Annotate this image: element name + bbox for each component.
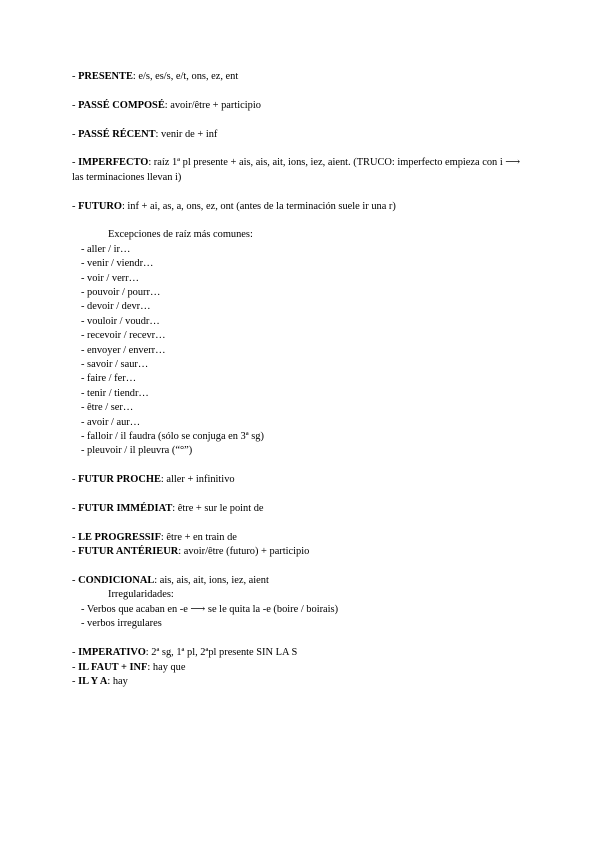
section-label: IL Y A [78, 675, 108, 687]
section-label: IL FAUT + INF [78, 661, 148, 673]
section-futur-proche: - FUTUR PROCHE: aller + infinitivo [72, 474, 235, 486]
section-imperativo: - IMPERATIVO: 2ª sg, 1ª pl, 2ªpl presente SIN LA S [72, 647, 298, 659]
list-item: - verbos irregulares [81, 618, 162, 630]
excepciones-list [72, 243, 532, 459]
list-item: - pouvoir / pourr… [81, 287, 161, 299]
section-futuro: - FUTURO: inf + ai, as, a, ons, ez, ont (antes de la terminación suele ir una r) [72, 200, 396, 212]
list-item: - falloir / il faudra (sólo se conjuga en 3ª sg) [81, 431, 264, 443]
section-il-y-a: - IL Y A: hay [72, 675, 128, 687]
section-label: CONDICIONAL [78, 575, 155, 587]
list-item: - être / ser… [81, 402, 134, 414]
section-label: FUTUR IMMÉDIAT [78, 503, 173, 515]
section-futur-anterieur: - FUTUR ANTÉRIEUR: avoir/être (futuro) + participio [72, 546, 310, 558]
section-label: LE PROGRESSIF [78, 531, 161, 543]
section-passe-recent: - PASSÉ RÉCENT: venir de + inf [72, 128, 218, 140]
section-futur-immediat: - FUTUR IMMÉDIAT: être + sur le point de [72, 503, 264, 515]
section-label: PASSÉ COMPOSÉ [78, 99, 165, 111]
list-item: - tenir / tiendr… [81, 387, 149, 399]
section-passe-compose: - PASSÉ COMPOSÉ: avoir/être + participio [72, 99, 261, 111]
section-imperfecto: - IMPERFECTO: raíz 1ª pl presente + ais, ais, ait, ions, iez, aient. (TRUCO: imperfecto empieza con i ⟶ las terminaciones llevan i) [72, 157, 521, 183]
section-condicional: - CONDICIONAL: ais, ais, ait, ions, iez, aient [72, 575, 269, 587]
excepciones-heading: Excepciones de raíz más comunes: [108, 229, 253, 241]
list-item: - recevoir / recevr… [81, 330, 166, 342]
section-le-progressif: - LE PROGRESSIF: être + en train de [72, 531, 237, 543]
list-item: - pleuvoir / il pleuvra (“°”) [81, 445, 193, 457]
list-item: - savoir / saur… [81, 359, 149, 371]
section-label: FUTUR PROCHE [78, 474, 161, 486]
section-presente: - PRESENTE: e/s, es/s, e/t, ons, ez, ent [72, 71, 239, 82]
list-item: - envoyer / enverr… [81, 344, 166, 356]
list-item: - vouloir / voudr… [81, 315, 160, 327]
section-label: FUTUR ANTÉRIEUR [78, 546, 179, 558]
section-il-faut: - IL FAUT + INF: hay que [72, 661, 186, 673]
list-item: - devoir / devr… [81, 301, 151, 313]
section-label: PRESENTE [78, 71, 133, 82]
section-label: PASSÉ RÉCENT [78, 128, 156, 140]
section-label: IMPERATIVO [78, 647, 146, 659]
list-item: - avoir / aur… [81, 416, 141, 428]
list-item: - faire / fer… [81, 373, 137, 385]
document-page [72, 70, 532, 689]
section-label: IMPERFECTO [78, 157, 149, 169]
list-item: - aller / ir… [81, 243, 131, 255]
list-item: - venir / viendr… [81, 258, 154, 270]
section-label: FUTURO [78, 200, 122, 212]
irregularidades-heading: Irregularidades: [108, 589, 174, 601]
list-item: - voir / verr… [81, 272, 139, 284]
irregularidades-list [72, 603, 532, 632]
list-item: - Verbos que acaban en -e ⟶ se le quita la -e (boire / boirais) [81, 603, 339, 615]
